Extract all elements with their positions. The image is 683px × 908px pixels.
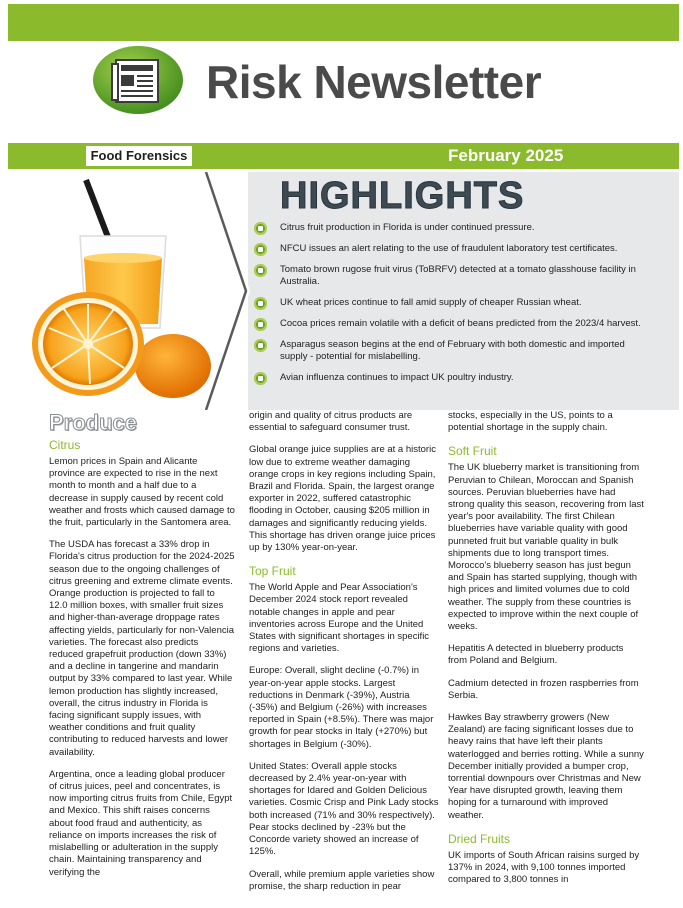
highlight-item: Tomato brown rugose fruit virus (ToBRFV) detected at a tomato glasshouse facility in Australia. [254,264,654,288]
paragraph: Global orange juice supplies are at a historic low due to extreme weather damaging orange crops in key regions including Spain, Brazil and Florida. Spain, the largest orange exporter in 2022, suffered catastrophic flooding in October, causing $205 million in damages and significantly reducing yields. This shortage has driven orange juice prices up by 130% year-on-year. [249,444,436,554]
highlights-list [254,222,654,384]
brand-logo: Food Forensics [86,146,192,166]
highlights-title: HIGHLIGHTS [280,175,525,217]
highlight-item: NFCU issues an alert relating to the use of fraudulent laboratory test certificates. [254,243,654,255]
top-fruit-heading: Top Fruit [249,564,296,579]
paragraph: stocks, especially in the US, points to a potential shortage in the supply chain. [448,410,613,434]
bullet-icon [254,372,267,385]
bullet-icon [254,297,267,310]
highlight-item: Asparagus season begins at the end of February with both domestic and imported supply - potential for mislabelling. [254,339,654,363]
orange-juice-image [28,178,218,398]
citrus-heading: Citrus [49,438,81,452]
article-column-2 [249,410,439,903]
dried-fruits-heading: Dried Fruits [448,831,511,846]
article-column-1 [49,410,235,889]
paragraph: Argentina, once a leading global producer of citrus juices, peel and concentrates, is now importing citrus fruits from Chile, Egypt and Mexico. This shift raises concerns about food fraud and authenticity, as reliance on imports increases the risk of mislabelling or adulteration in the supply chain. Maintaining transparency and verifying the [49,768,233,878]
paragraph: United States: Overall apple stocks decreased by 2.4% year-on-year with shortages for Idared and Golden Delicious varieties. Cosmic Crisp and Pink Lady stocks both increased (71% and 30% respectively). Pear stocks declined by -23% but the Concorde variety showed an increase of 125%. [249,760,439,858]
newsletter-title: Risk Newsletter [206,56,542,108]
article-column-3 [448,410,644,897]
soft-fruit-heading: Soft Fruit [448,444,497,459]
paragraph: Lemon prices in Spain and Alicante province are expected to rise in the next month to month and a half due to a decrease in supply caused by recent cold weather and frosts which caused damage to the fruit, particularly in the Santomera area. [49,456,235,529]
bullet-icon [254,339,267,352]
bullet-icon [254,264,267,277]
highlight-item: Cocoa prices remain volatile with a deficit of beans predicted from the 2023/4 harvest. [254,318,654,330]
highlight-item: UK wheat prices continue to fall amid supply of cheaper Russian wheat. [254,297,654,309]
highlight-item: Avian influenza continues to impact UK poultry industry. [254,372,654,384]
issue-date: February 2025 [448,146,564,165]
paragraph: Hawkes Bay strawberry growers (New Zealand) are facing significant losses due to heavy rains that have left their plants waterlogged and berries rotting. While a sunny December initially provided a bumper crop, torrential downpours over Christmas and New Year have disrupted growth, leaving them hoping for a turnaround with improved weather. [448,712,644,821]
bullet-icon [254,243,267,256]
paragraph: Cadmium detected in frozen raspberries from Serbia. [448,677,639,701]
section-title: Produce [49,410,138,435]
top-accent-bar [8,4,679,41]
paragraph: The World Apple and Pear Association's December 2024 stock report revealed notable changes in apple and pear inventories across Europe and the United States with significant shortages in specific regions and varieties. [249,582,430,655]
newspaper-logo-icon [90,44,188,116]
highlight-item: Citrus fruit production in Florida is under continued pressure. [254,222,654,234]
paragraph: Overall, while premium apple varieties show promise, the sharp reduction in pear [249,868,435,892]
bullet-icon [254,222,267,235]
paragraph: origin and quality of citrus products are essential to safeguard consumer trust. [249,410,413,434]
paragraph: Europe: Overall, slight decline (-0.7%) in year-on-year apple stocks. Largest reductions in Denmark (-39%), Austria (-35%) and Belgium (-26%) with increases reported in Spain (+8.5%). There was major growth for pear stocks in Italy (+270%) but shortages in Belgium (-30%). [249,665,434,750]
paragraph: Hepatitis A detected in blueberry products from Poland and Belgium. [448,643,624,667]
bullet-icon [254,318,267,331]
paragraph: UK imports of South African raisins surged by 137% in 2024, with 9,100 tonnes imported compared to 3,800 tonnes in [448,849,640,886]
paragraph: The USDA has forecast a 33% drop in Florida's citrus production for the 2024-2025 season due to the ongoing challenges of citrus greening and extreme climate events. Orange production is projected to fall to 12.0 million boxes, with smaller fruit sizes and higher-than-average droppage rates affecting yields, particularly for non-Valencia varieties. The forecast also predicts reduced grapefruit production (down 33%) and a decline in tangerine and mandarin output by 33% compared to last year. While lemon production has slightly increased, overall, the citrus industry in Florida is facing significant supply issues, with weather conditions and fruit quality contributing to reduced harvests and lower availability. [49,539,235,758]
paragraph: The UK blueberry market is transitioning from Peruvian to Chilean, Moroccan and Spanish sources. Peruvian blueberries have had strong quality this season, recovering from last year's poor availability. The first Chilean blueberries have variable quality with good punneted fruit but variable quality in bulk shipments due to long transport times. Morocco's blueberry season has just begun and Spain has started supplying, though with high prices and limited volumes due to cold weather. The supply from these countries is expected to improve within the next couple of weeks. [448,462,644,633]
